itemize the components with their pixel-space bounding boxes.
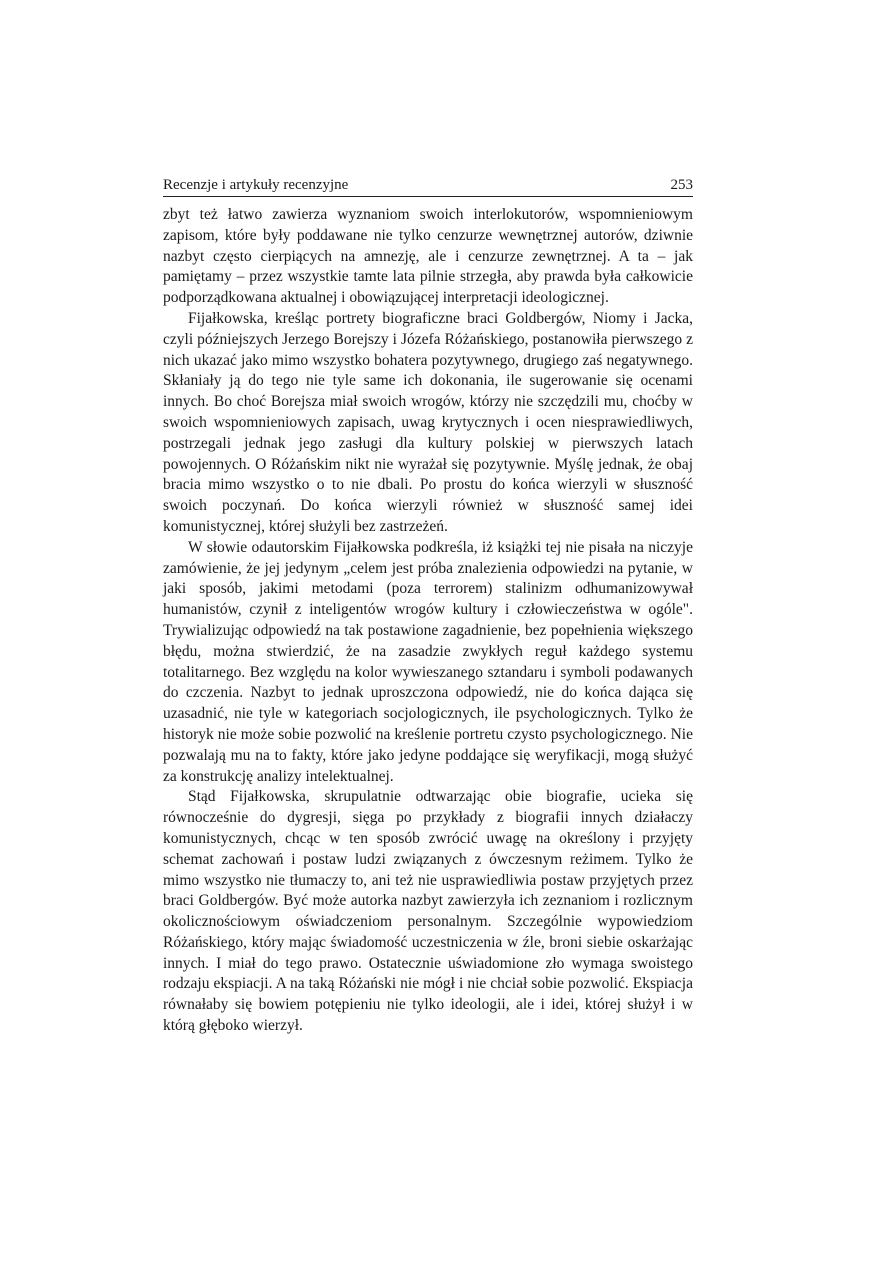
paragraph: Stąd Fijałkowska, skrupulatnie odtwarzając obie biografie, ucieka się równocześnie do dygresji, sięga po przykłady z biografii innych działaczy komunistycznych, chcąc w ten sposób zwrócić uwagę na określony i przyjęty schemat zachowań i postaw ludzi związanych z ówczesnym reżimem. Tylko że mimo wszystko nie tłumaczy to, ani też nie usprawiedliwia postaw przyjętych przez braci Goldbergów. Być może autorka nazbyt zawierzyła ich zeznaniom i rozlicznym okolicznościowym oświadczeniom personalnym. Szczególnie wypowiedziom Różańskiego, który mając świadomość uczestniczenia w źle, broni siebie oskarżając innych. I miał do tego prawo. Ostatecznie uświadomione zło wymaga swoistego rodzaju ekspiacji. A na taką Różański nie mógł i nie chciał sobie pozwolić. Ekspiacja równałaby się bowiem potępieniu nie tylko ideologii, ale i idei, której służył i w którą głęboko wierzył.	[163, 788, 693, 1035]
paragraph: W słowie odautorskim Fijałkowska podkreśla, iż książki tej nie pisała na niczyje zamówienie, że jej jedynym „celem jest próba znalezienia odpowiedzi na pytanie, w jaki sposób, jakimi metodami (poza terrorem) stalinizm odhumanizowywał humanistów, czynił z inteligentów wrogów kultury i człowieczeństwa w ogóle". Trywializując odpowiedź na tak postawione zagadnienie, bez popełnienia większego błędu, można stwierdzić, że na zasadzie zwykłych reguł każdego systemu totalitarnego. Bez względu na kolor wywieszanego sztandaru i symboli podawanych do czczenia. Nazbyt to jednak uproszczona odpowiedź, nie do końca dająca się uzasadnić, nie tyle w kategoriach socjologicznych, ile psychologicznych. Tylko że historyk nie może sobie pozwolić na kreślenie portretu czysto psychologicznego. Nie pozwalają mu na to fakty, które jako jedyne poddające się weryfikacji, mogą służyć za konstrukcję analizy intelektualnej.	[163, 538, 693, 785]
running-title: Recenzje i artykuły recenzyjne	[163, 177, 349, 193]
page	[163, 176, 693, 1037]
page-number: 253	[670, 177, 693, 193]
paragraph: Fijałkowska, kreśląc portrety biograficzne braci Goldbergów, Niomy i Jacka, czyli późniejszych Jerzego Borejszy i Józefa Różańskiego, postanowiła pierwszego z nich ukazać jako mimo wszystko bohatera pozytywnego, drugiego zaś negatywnego. Skłaniały ją do tego nie tyle same ich dokonania, ile sugerowanie się ocenami innych. Bo choć Borejsza miał swoich wrogów, którzy nie szczędzili mu, choćby w swoich wspomnieniowych zapisach, uwag krytycznych i ocen niesprawiedliwych, postrzegali jednak jego zasługi dla kultury polskiej w pierwszych latach powojennych. O Różańskim nikt nie wyrażał się pozytywnie. Myślę jednak, że obaj bracia mimo wszystko o to nie dbali. Po prostu do końca wierzyli w słuszność swoich poczynań. Do końca wierzyli również w słuszność samej idei komunistycznej, której służyli bez zastrzeżeń.	[163, 309, 693, 535]
body-text	[163, 205, 693, 1037]
paragraph: zbyt też łatwo zawierza wyznaniom swoich interlokutorów, wspomnieniowym zapisom, które były poddawane nie tylko cenzurze wewnętrznej autorów, dziwnie nazbyt często cierpiących na amnezję, ale i cenzurze zewnętrznej. A ta – jak pamiętamy – przez wszystkie tamte lata pilnie strzegła, aby prawda była całkowicie podporządkowana aktualnej i obowiązującej interpretacji ideologicznej.	[163, 206, 693, 307]
running-header	[163, 176, 693, 197]
